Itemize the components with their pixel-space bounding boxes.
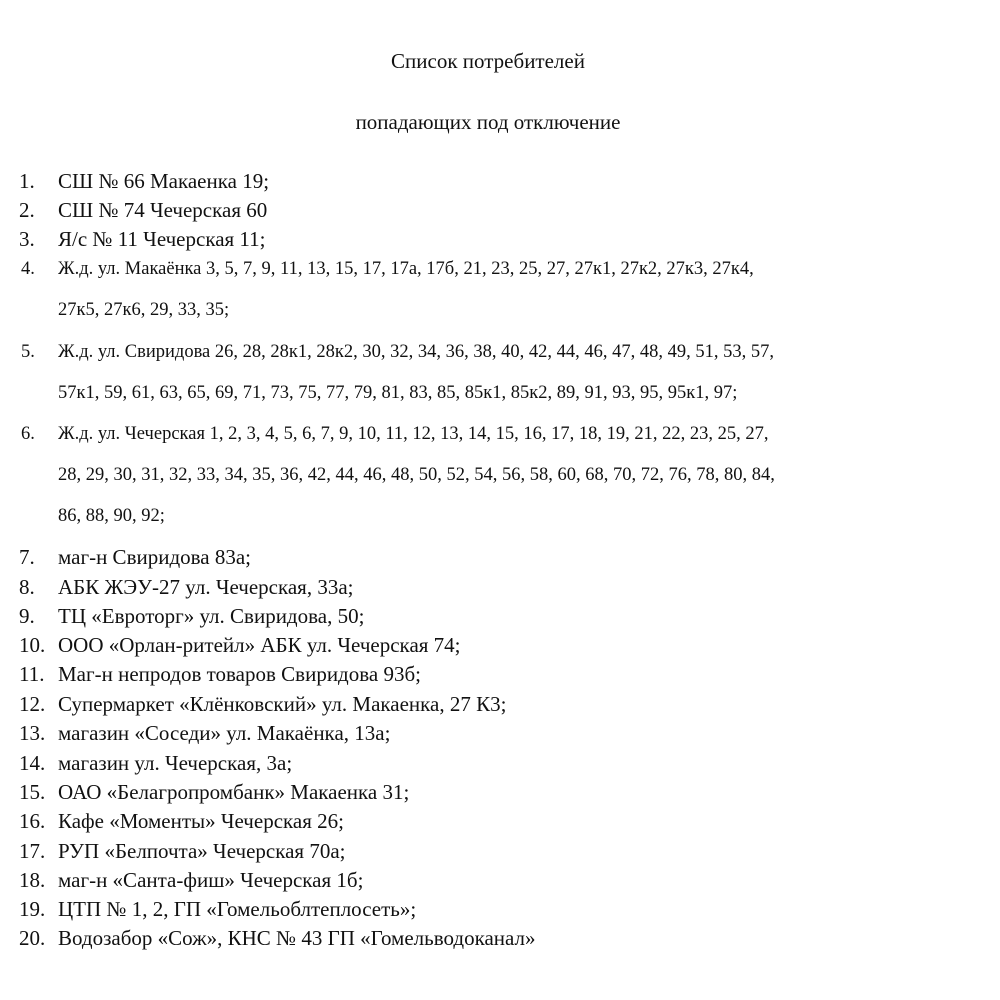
list-item-text: РУП «Белпочта» Чечерская 70а; [58,839,346,863]
list-item-text [58,256,986,338]
list-item-text: магазин «Соседи» ул. Макаёнка, 13а; [58,721,391,745]
list-item-number: 1. [19,169,35,193]
list-item-text: ЦТП № 1, 2, ГП «Гомельоблтеплосеть»; [58,897,417,921]
list-item-text: ООО «Орлан-ритейл» АБК ул. Чечерская 74; [58,633,461,657]
list-item-number: 6. [21,424,35,444]
list-item-text: Маг-н непродов товаров Свиридова 93б; [58,662,421,686]
list-item-text: ОАО «Белагропромбанк» Макаенка 31; [58,780,410,804]
list-item-line: Ж.д. ул. Макаёнка 3, 5, 7, 9, 11, 13, 15, 17, 17а, 17б, 21, 23, 25, 27, 27к1, 27к2, 27к3, 27к4, [58,259,754,279]
list-item-text [58,421,986,544]
list-item-number: 11. [19,662,45,686]
list-item-number: 14. [19,751,46,775]
list-item-number: 7. [19,545,35,569]
list-item-text: Супермаркет «Клёнковский» ул. Макаенка, 27 К3; [58,692,507,716]
list-item-text: маг-н «Санта-фиш» Чечерская 1б; [58,868,364,892]
list-item-line: 57к1, 59, 61, 63, 65, 69, 71, 73, 75, 77, 79, 81, 83, 85, 85к1, 85к2, 89, 91, 93, 95, 95к1, 97; [58,383,738,403]
list-item-text: магазин ул. Чечерская, 3а; [58,751,293,775]
list-item-text: Кафе «Моменты» Чечерская 26; [58,809,344,833]
list-item-number: 4. [21,259,35,279]
list-item-text: ТЦ «Евроторг» ул. Свиридова, 50; [58,604,365,628]
list-item-number: 8. [19,575,35,599]
list-item-text: маг-н Свиридова 83а; [58,545,252,569]
list-item-number: 3. [19,227,35,251]
list-item-number: 16. [19,809,46,833]
list-item-text: АБК ЖЭУ-27 ул. Чечерская, 33а; [58,575,354,599]
list-item-number: 2. [19,198,35,222]
list-item-number: 17. [19,839,46,863]
list-item-line: Ж.д. ул. Чечерская 1, 2, 3, 4, 5, 6, 7, 9, 10, 11, 12, 13, 14, 15, 16, 17, 18, 19, 21, 22, 23, 25, 27, [58,424,769,444]
list-item-text: Я/с № 11 Чечерская 11; [58,227,266,251]
list-item-number: 19. [19,897,46,921]
list-item-number: 5. [21,342,35,362]
list-item-number: 10. [19,633,46,657]
list-item-number: 9. [19,604,35,628]
list-item-line: 27к5, 27к6, 29, 33, 35; [58,300,230,320]
list-item-line: Ж.д. ул. Свиридова 26, 28, 28к1, 28к2, 30, 32, 34, 36, 38, 40, 42, 44, 46, 47, 48, 49, 51, 53, 57, [58,342,774,362]
list-item-text: СШ № 74 Чечерская 60 [58,198,268,222]
list-item-text: СШ № 66 Макаенка 19; [58,169,270,193]
list-item-number: 20. [19,926,46,950]
list-item-number: 13. [19,721,46,745]
document-subtitle: попадающих под отключение [355,110,621,134]
list-item-number: 15. [19,780,46,804]
list-item-line: 86, 88, 90, 92; [58,506,165,526]
list-item-line: 28, 29, 30, 31, 32, 33, 34, 35, 36, 42, 44, 46, 48, 50, 52, 54, 56, 58, 60, 68, 70, 72, 76, 78, 80, 84, [58,465,775,485]
list-item-text: Водозабор «Сож», КНС № 43 ГП «Гомельводоканал» [58,926,536,950]
list-item-text [58,339,986,421]
list-item-number: 18. [19,868,46,892]
document-title: Список потребителей [391,49,585,73]
list-item-number: 12. [19,692,46,716]
